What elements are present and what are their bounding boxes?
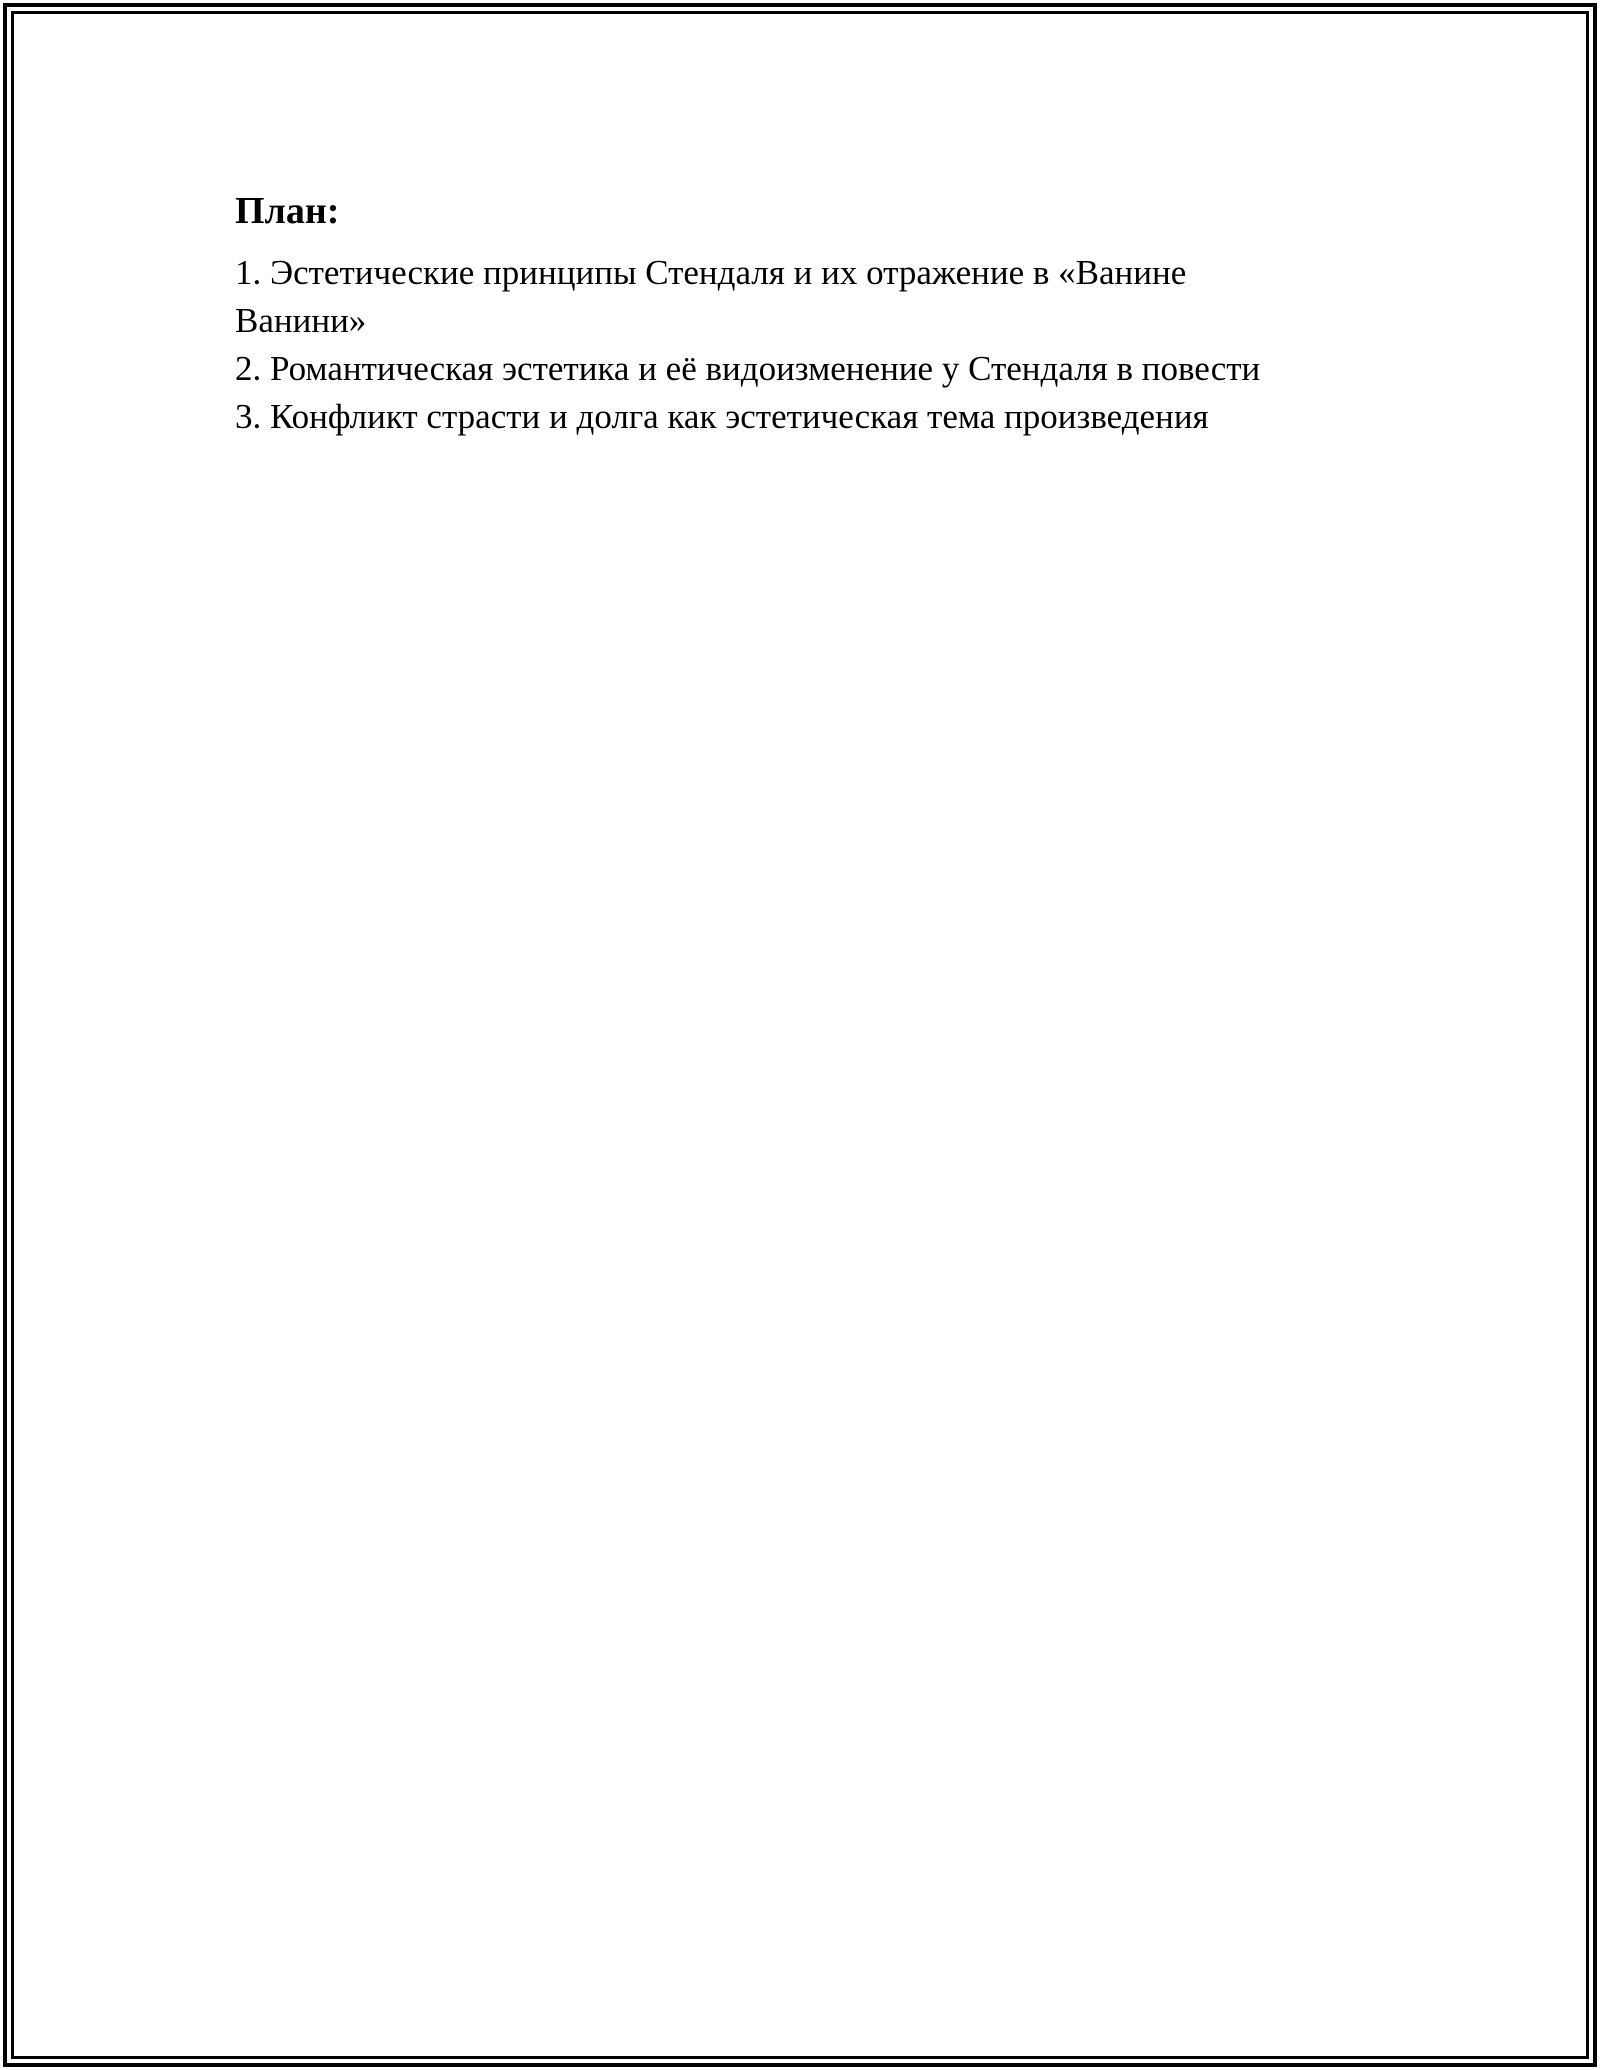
plan-item-3: 3. Конфликт страсти и долга как эстетическая тема произведения — [235, 397, 1209, 436]
plan-item-1: 1. Эстетические принципы Стендаля и их отражение в «Ванине Ванини» — [235, 253, 1187, 340]
plan-item-2: 2. Романтическая эстетика и её видоизменение у Стендаля в повести — [235, 349, 1261, 388]
plan-heading: План: — [235, 190, 340, 232]
plan-list — [235, 249, 1365, 441]
page-content — [235, 185, 1365, 441]
